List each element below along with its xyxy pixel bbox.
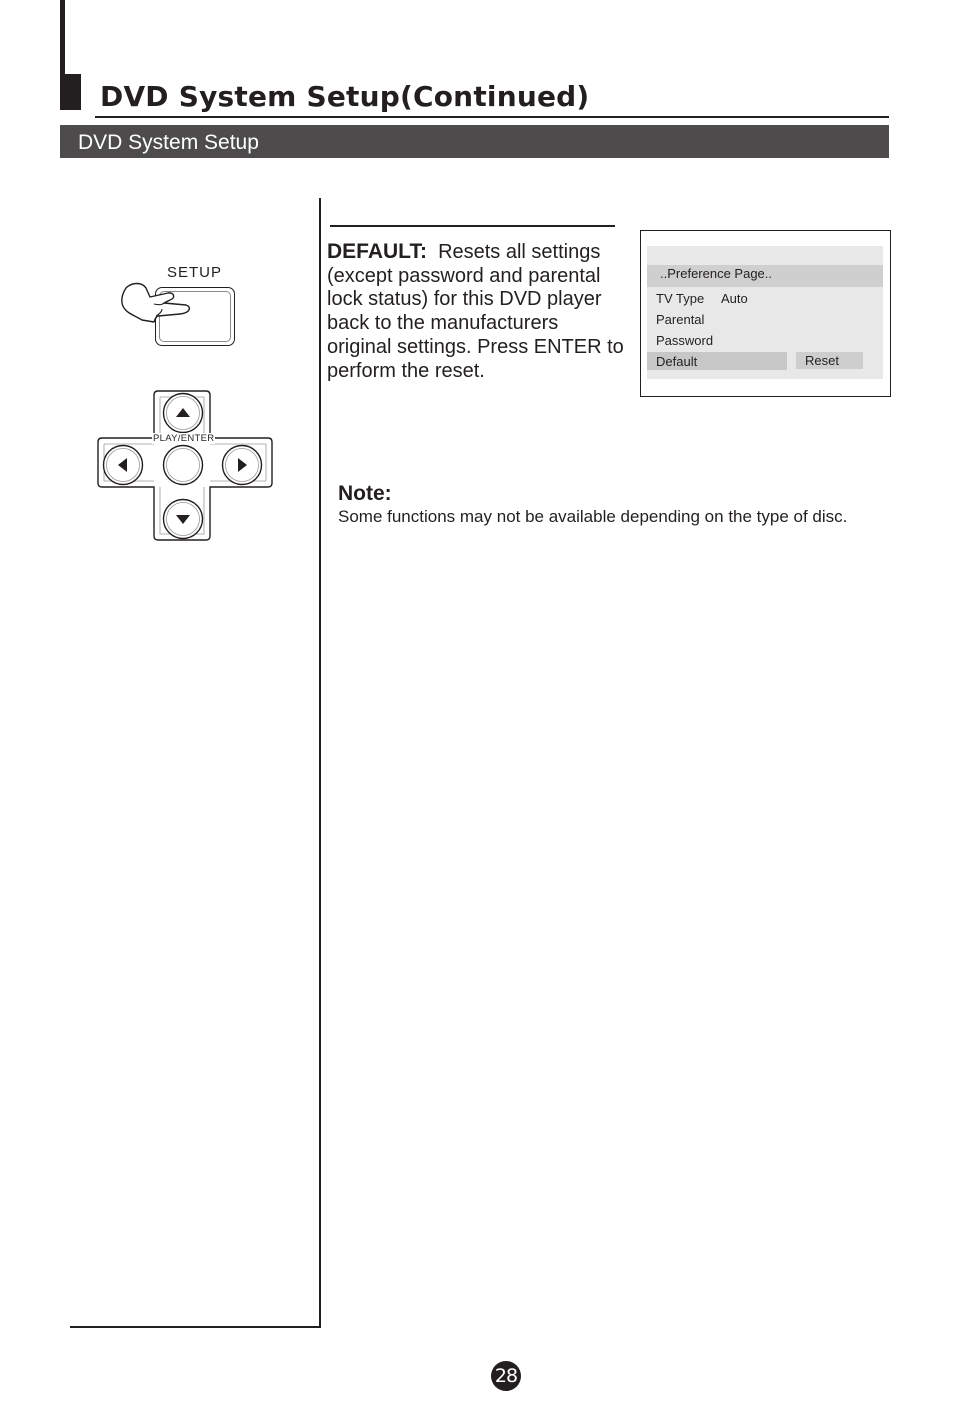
note-text: Some functions may not be available depending on the type of disc.: [338, 507, 848, 526]
osd-item-default[interactable]: Default: [656, 354, 698, 369]
osd-item-tv-type[interactable]: TV Type: [656, 291, 705, 306]
page-title: DVD System Setup(Continued): [100, 80, 590, 113]
osd-reset-option[interactable]: Reset: [805, 353, 839, 368]
header-accent-block: [60, 74, 81, 110]
page-number: 28: [491, 1361, 521, 1391]
osd-item-parental[interactable]: Parental: [656, 312, 705, 327]
setup-button-label: SETUP: [167, 264, 223, 281]
default-term: DEFAULT:: [327, 240, 427, 263]
column-bottom-rule: [70, 1326, 321, 1328]
enter-button[interactable]: [161, 443, 205, 487]
down-arrow-button[interactable]: [161, 497, 205, 541]
pointing-hand-icon: [118, 280, 194, 330]
enter-button-label: PLAY/ENTER: [153, 433, 215, 444]
osd-item-tv-type-value: Auto: [721, 291, 748, 306]
osd-page-title: ..Preference Page..: [660, 266, 773, 281]
right-arrow-button[interactable]: [220, 443, 264, 487]
header-accent-bar: [60, 0, 65, 80]
default-description: [327, 240, 627, 383]
left-arrow-button[interactable]: [101, 443, 145, 487]
up-arrow-button[interactable]: [161, 391, 205, 435]
osd-item-password[interactable]: Password: [656, 333, 714, 348]
title-underline: [95, 116, 889, 118]
default-description-text: Resets all settings (except password and parental lock status) for this DVD player back to the manufacturers original settings. Press ENTER to perform the reset.: [327, 241, 624, 382]
description-rule: [330, 225, 615, 227]
column-divider: [319, 198, 321, 1328]
note-title: Note:: [338, 482, 392, 505]
section-heading: DVD System Setup: [60, 125, 889, 158]
